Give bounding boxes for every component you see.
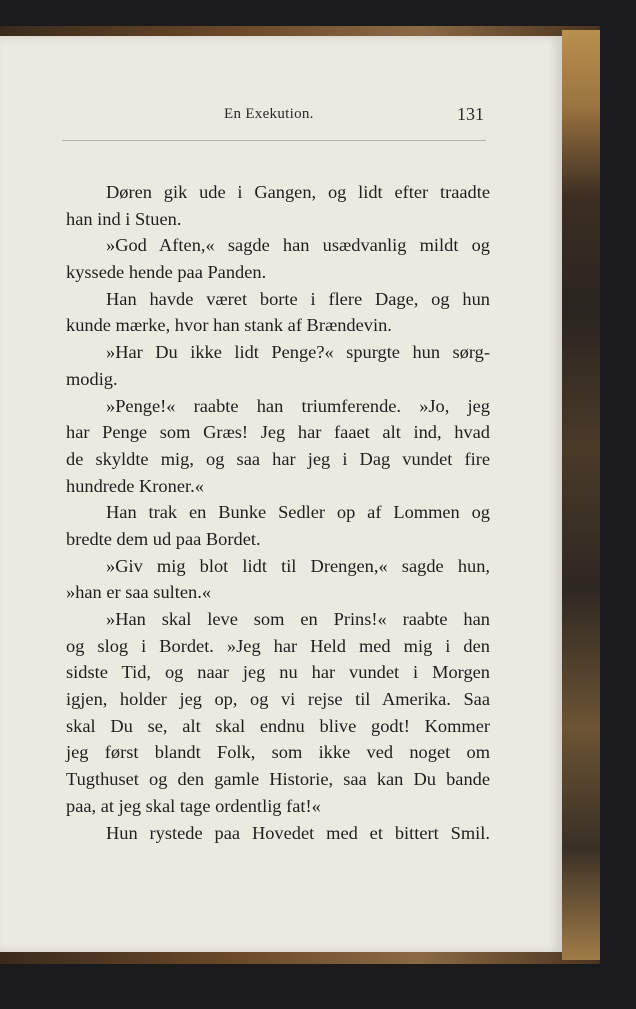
running-title: En Exekution. xyxy=(224,106,314,122)
text-line: »Har Du ikke lidt Penge?« spurgte hun sørg- xyxy=(106,342,490,363)
text-line: paa, at jeg skal tage ordentlig fat!« xyxy=(66,795,321,816)
text-line: kunde mærke, hvor han stank af Brændevin. xyxy=(66,315,392,336)
text-line: Tugthuset og den gamle Historie, saa kan Du bande xyxy=(66,769,490,790)
text-line: skal Du se, alt skal endnu blive godt! Kommer xyxy=(66,715,490,736)
text-line: jeg først blandt Folk, som ikke ved noget om xyxy=(66,742,490,763)
text-line: »Han skal leve som en Prins!« raabte han xyxy=(106,609,490,629)
text-line: kyssede hende paa Panden. xyxy=(66,262,267,283)
text-line: Han havde været borte i flere Dage, og hun xyxy=(106,288,490,309)
text-line: »han er saa sulten.« xyxy=(66,582,212,603)
page-number: 131 xyxy=(457,104,484,124)
text-line: »God Aften,« sagde han usædvanlig mildt og xyxy=(106,235,490,256)
text-line: har Penge som Græs! Jeg har faaet alt ind, hvad xyxy=(66,422,490,443)
text-line: Han trak en Bunke Sedler op af Lommen og xyxy=(106,502,490,523)
text-line: »Penge!« raabte han triumferende. »Jo, jeg xyxy=(106,395,490,416)
text-line: »Giv mig blot lidt til Drengen,« sagde hun, xyxy=(106,555,490,576)
text-line: Døren gik ude i Gangen, og lidt efter traadte xyxy=(106,182,490,202)
text-line: Hun rystede paa Hovedet med et bittert Smil. xyxy=(106,822,490,843)
text-line: modig. xyxy=(66,368,118,389)
text-line: de skyldte mig, og saa har jeg i Dag vundet fire xyxy=(66,448,490,469)
text-line: han ind i Stuen. xyxy=(66,208,182,229)
text-line: hundrede Kroner.« xyxy=(66,475,204,496)
body-text xyxy=(66,179,490,846)
text-line: igjen, holder jeg op, og vi rejse til Amerika. Saa xyxy=(66,689,490,710)
running-head xyxy=(62,104,486,128)
text-line: bredte dem ud paa Bordet. xyxy=(66,528,261,549)
text-line: og slog i Bordet. »Jeg har Held med mig i den xyxy=(66,635,490,656)
header-rule xyxy=(62,140,486,141)
text-line: sidste Tid, og naar jeg nu har vundet i Morgen xyxy=(66,662,490,683)
book-binding-strip xyxy=(562,30,600,960)
